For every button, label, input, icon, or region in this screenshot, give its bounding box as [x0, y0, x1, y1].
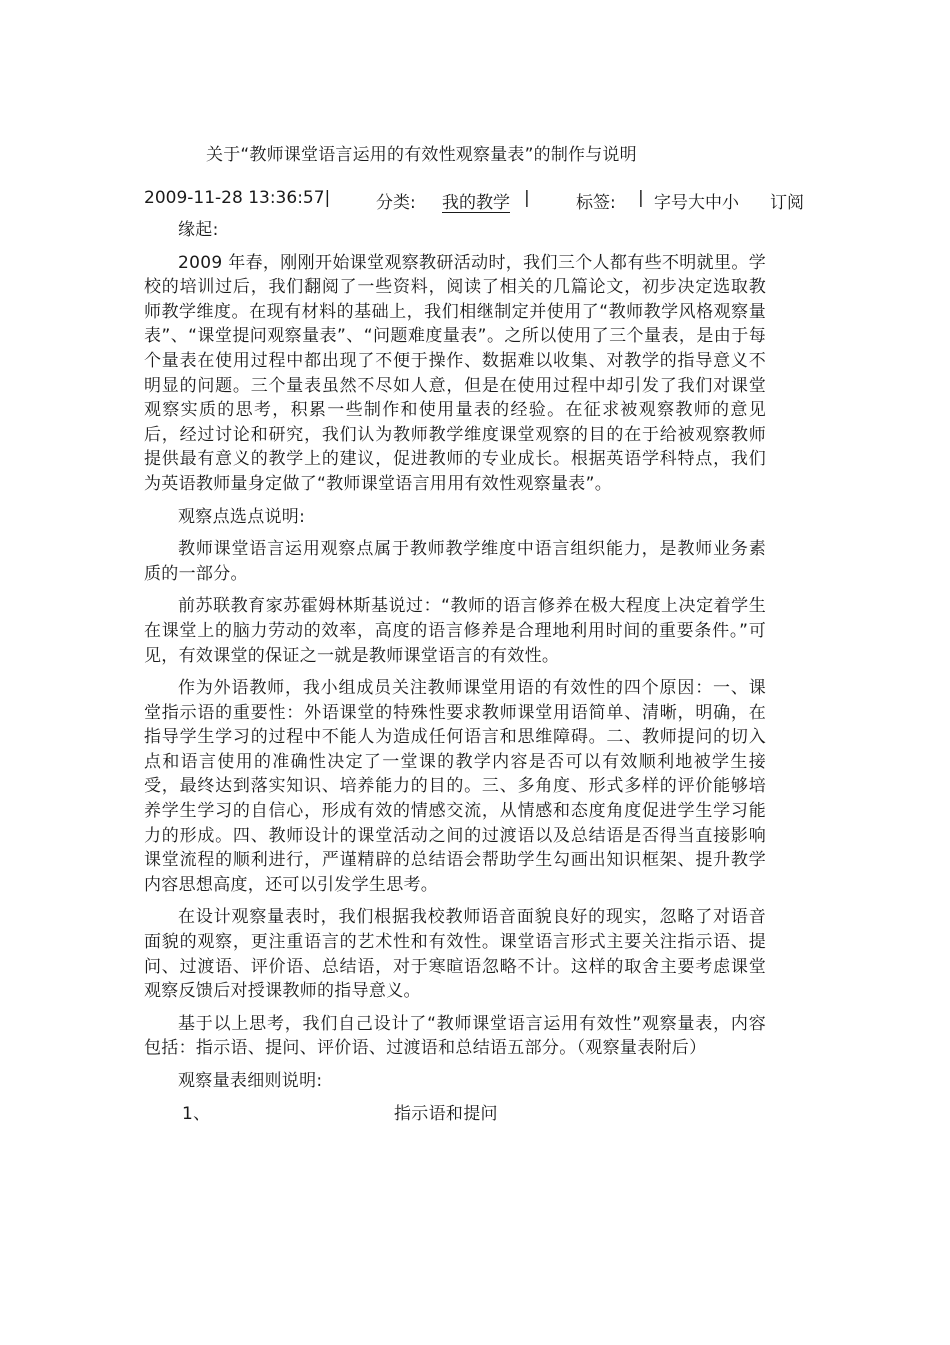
subscribe-link[interactable]: 订阅: [770, 193, 804, 213]
section-heading-rules: 观察量表细则说明:: [178, 1071, 323, 1091]
paragraph-points-2: 前苏联教育家苏霍姆林斯基说过：“教师的语言修养在极大程度上决定着学生在课堂上的脑力劳动的效率，高度的语言修养是合理地利用时间的重要条件。”可见，有效课堂的保证之一就是教师课堂语言的有效性。: [144, 596, 766, 666]
category-label: 分类:: [376, 193, 416, 213]
paragraph-points-1: 教师课堂语言运用观察点属于教师教学维度中语言组织能力，是教师业务素质的一部分。: [144, 539, 766, 584]
tag-label: 标签:: [576, 193, 616, 213]
font-size-switch[interactable]: 字号大中小: [654, 193, 739, 213]
list-item-number: 1、: [182, 1103, 211, 1124]
meta-separator: |: [524, 188, 530, 208]
article-body: [144, 218, 766, 1128]
section-heading-points: 观察点选点说明:: [178, 506, 306, 527]
document-title: 关于“教师课堂语言运用的有效性观察量表”的制作与说明: [206, 145, 637, 165]
paragraph-points-4: 在设计观察量表时，我们根据我校教师语音面貌良好的现实，忽略了对语音面貌的观察，更注重语言的艺术性和有效性。课堂语言形式主要关注指示语、提问、过渡语、评价语、总结语，对于寒暄语忽略不计。这样的取舍主要考虑课堂观察反馈后对授课教师的指导意义。: [144, 907, 766, 1002]
post-meta-bar: [144, 188, 824, 212]
list-item: [144, 1102, 766, 1128]
section-heading-origin: 缘起:: [178, 220, 219, 240]
paragraph-points-3: 作为外语教师，我小组成员关注教师课堂用语的有效性的四个原因：一、课堂指示语的重要性：外语课堂的特殊性要求教师课堂用语简单、清晰，明确，在指导学生学习的过程中不能人为造成任何语言和思维障碍。二、教师提问的切入点和语言使用的准确性决定了一堂课的教学内容是否可以有效顺利地被学生接受，最终达到落实知识、培养能力的目的。三、多角度、形式多样的评价能够培养学生学习的自信心，形成有效的情感交流，从情感和态度角度促进学生学习能力的形成。四、教师设计的课堂活动之间的过渡语以及总结语是否得当直接影响课堂流程的顺利进行，严谨精辟的总结语会帮助学生勾画出知识框架、提升教学内容思想高度，还可以引发学生思考。: [144, 678, 766, 895]
post-date: 2009-11-28 13:36:57|: [144, 188, 331, 208]
category-link[interactable]: 我的教学: [442, 193, 510, 213]
paragraph-points-5: 基于以上思考，我们自己设计了“教师课堂语言运用有效性”观察量表，内容包括：指示语、提问、评价语、过渡语和总结语五部分。（观察量表附后）: [144, 1013, 766, 1059]
list-item-label: 指示语和提问: [394, 1103, 498, 1124]
meta-separator: |: [638, 188, 644, 208]
paragraph-origin: 2009 年春，刚刚开始课堂观察教研活动时，我们三个人都有些不明就里。学校的培训过后，我们翻阅了一些资料，阅读了相关的几篇论文，初步决定选取教师教学维度。在现有材料的基础上，我们相继制定并使用了“教师教学风格观察量表”、“课堂提问观察量表”、“问题难度量表”。之所以使用了三个量表，是由于每个量表在使用过程中都出现了不便于操作、数据难以收集、对教学的指导意义不明显的问题。三个量表虽然不尽如人意，但是在使用过程中却引发了我们对课堂观察实质的思考，积累一些制作和使用量表的经验。在征求被观察教师的意见后，经过讨论和研究，我们认为教师教学维度课堂观察的目的在于给被观察教师提供最有意义的教学上的建议，促进教师的专业成长。根据英语学科特点，我们为英语教师量身定做了“教师课堂语言用用有效性观察量表”。: [144, 252, 766, 494]
